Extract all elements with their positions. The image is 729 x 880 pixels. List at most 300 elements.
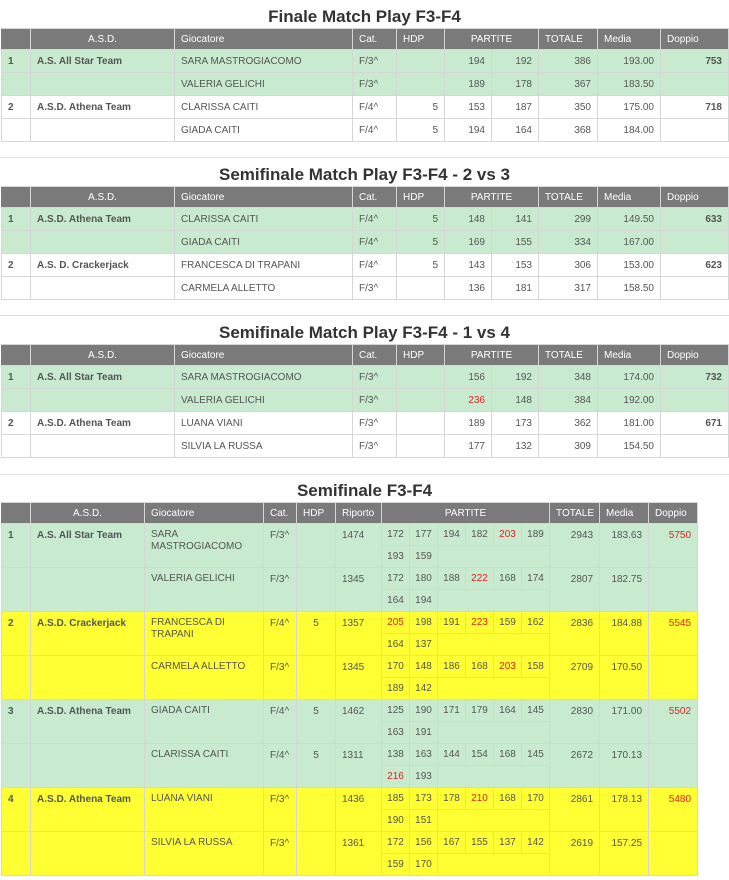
hdp: [297, 656, 336, 700]
double-total: [649, 656, 698, 700]
table-row: [2, 73, 729, 96]
empty-cell: [438, 722, 550, 744]
col-media: Media: [598, 187, 661, 208]
table-row: [2, 568, 729, 590]
game-score: 168: [494, 788, 522, 810]
player-name: SILVIA LA RUSSA: [145, 832, 264, 876]
average: 184.88: [600, 612, 649, 656]
hdp: [297, 832, 336, 876]
category: F/3^: [353, 73, 397, 96]
game-score: 125: [382, 700, 410, 722]
double-total: [649, 832, 698, 876]
game-score: 155: [492, 231, 539, 254]
average: 183.63: [600, 524, 649, 568]
player-name: CLARISSA CAITI: [145, 744, 264, 788]
col-doppio: Doppio: [661, 29, 729, 50]
player-name: SARA MASTROGIACOMO: [175, 50, 353, 73]
player-name: GIADA CAITI: [175, 231, 353, 254]
category: F/4^: [264, 744, 297, 788]
table-row: [2, 254, 729, 277]
game-score: 164: [494, 700, 522, 722]
table-row: [2, 612, 729, 634]
carry-over: 1436: [336, 788, 382, 832]
game-score-highlight: 222: [466, 568, 494, 590]
col-doppio: Doppio: [649, 503, 698, 524]
hdp: 5: [397, 254, 445, 277]
game-score: 189: [522, 524, 550, 546]
table-finale: [1, 28, 729, 142]
game-score: 168: [466, 656, 494, 678]
team-name: A.S. D. Crackerjack: [31, 254, 175, 277]
total: 2836: [550, 612, 600, 656]
col-media: Media: [598, 345, 661, 366]
game-score: 178: [438, 788, 466, 810]
average: 193.00: [598, 50, 661, 73]
double-total: [661, 389, 729, 412]
total: 2943: [550, 524, 600, 568]
game-score: 156: [445, 366, 492, 389]
category: F/3^: [353, 389, 397, 412]
game-score: 189: [445, 412, 492, 435]
game-score: 148: [492, 389, 539, 412]
game-score: 141: [492, 208, 539, 231]
hdp: [297, 524, 336, 568]
game-score: 186: [438, 656, 466, 678]
double-total: 718: [661, 96, 729, 119]
col-riporto: Riporto: [336, 503, 382, 524]
divider: [0, 474, 729, 475]
position: 1: [2, 50, 31, 73]
table-row: [2, 119, 729, 142]
game-score: 153: [492, 254, 539, 277]
col-asd: A.S.D.: [31, 503, 145, 524]
player-name: FRANCESCA DI TRAPANI: [175, 254, 353, 277]
average: 178.13: [600, 788, 649, 832]
average: 171.00: [600, 700, 649, 744]
position: 2: [2, 254, 31, 277]
double-total: [661, 119, 729, 142]
position: 2: [2, 412, 31, 435]
col-asd: A.S.D.: [31, 29, 175, 50]
table-row: [2, 231, 729, 254]
game-score: 145: [522, 700, 550, 722]
position: 2: [2, 96, 31, 119]
hdp: [397, 389, 445, 412]
total: 317: [539, 277, 598, 300]
game-score: 170: [410, 854, 438, 876]
table-row: [2, 366, 729, 389]
game-score: 190: [382, 810, 410, 832]
table-row: [2, 744, 729, 766]
total: 386: [539, 50, 598, 73]
col-totale: TOTALE: [539, 29, 598, 50]
average: 174.00: [598, 366, 661, 389]
total: 2807: [550, 568, 600, 612]
game-score: 163: [410, 744, 438, 766]
team-name: A.S.D. Athena Team: [31, 788, 145, 832]
average: 184.00: [598, 119, 661, 142]
position: [2, 832, 31, 876]
game-score: 188: [438, 568, 466, 590]
table-row: [2, 788, 729, 810]
hdp: [397, 277, 445, 300]
game-score: 187: [492, 96, 539, 119]
hdp: [397, 412, 445, 435]
game-score: 174: [522, 568, 550, 590]
total: 334: [539, 231, 598, 254]
table-row: [2, 435, 729, 458]
game-score: 179: [466, 700, 494, 722]
game-score: 192: [492, 50, 539, 73]
position: 1: [2, 208, 31, 231]
game-score: 185: [382, 788, 410, 810]
game-score: 144: [438, 744, 466, 766]
team-name: A.S.D. Athena Team: [31, 208, 175, 231]
team-name: A.S. All Star Team: [31, 50, 175, 73]
game-score: 156: [410, 832, 438, 854]
category: F/4^: [353, 96, 397, 119]
double-total: [649, 744, 698, 788]
game-score: 180: [410, 568, 438, 590]
carry-over: 1357: [336, 612, 382, 656]
position: 3: [2, 700, 31, 744]
hdp: 5: [297, 744, 336, 788]
col-hdp: HDP: [397, 345, 445, 366]
game-score: 155: [466, 832, 494, 854]
col-giocatore: Giocatore: [175, 29, 353, 50]
position: [2, 656, 31, 700]
table-row: [2, 700, 729, 722]
game-score: 182: [466, 524, 494, 546]
game-score: 171: [438, 700, 466, 722]
hdp: [297, 788, 336, 832]
game-score: 172: [382, 832, 410, 854]
col-partite: PARTITE: [445, 187, 539, 208]
total: 2619: [550, 832, 600, 876]
total: 367: [539, 73, 598, 96]
game-score-highlight: 203: [494, 524, 522, 546]
category: F/4^: [264, 700, 297, 744]
hdp: 5: [397, 96, 445, 119]
game-score: 168: [494, 568, 522, 590]
game-score: 168: [494, 744, 522, 766]
carry-over: 1345: [336, 568, 382, 612]
average: 170.50: [600, 656, 649, 700]
carry-over: 1462: [336, 700, 382, 744]
category: F/3^: [353, 366, 397, 389]
game-score-highlight: 236: [445, 389, 492, 412]
game-score: 178: [492, 73, 539, 96]
table-semifinale-2vs3: [1, 186, 729, 300]
team-name: [31, 656, 145, 700]
col-hdp: HDP: [397, 29, 445, 50]
total: 2861: [550, 788, 600, 832]
player-name: VALERIA GELICHI: [145, 568, 264, 612]
game-score: 167: [438, 832, 466, 854]
col-cat: Cat.: [353, 345, 397, 366]
col-doppio: Doppio: [661, 187, 729, 208]
game-score: 173: [410, 788, 438, 810]
player-name: VALERIA GELICHI: [175, 389, 353, 412]
carry-over: 1474: [336, 524, 382, 568]
empty-cell: [438, 634, 550, 656]
total: 2672: [550, 744, 600, 788]
team-name: A.S.D. Athena Team: [31, 700, 145, 744]
average: 175.00: [598, 96, 661, 119]
table-row: [2, 277, 729, 300]
game-score: 132: [492, 435, 539, 458]
game-score: 159: [410, 546, 438, 568]
game-score: 191: [410, 722, 438, 744]
category: F/3^: [264, 524, 297, 568]
game-score: 163: [382, 722, 410, 744]
carry-over: 1311: [336, 744, 382, 788]
game-score: 181: [492, 277, 539, 300]
game-score: 189: [445, 73, 492, 96]
col-partite: PARTITE: [445, 345, 539, 366]
empty-cell: [438, 766, 550, 788]
team-name: A.S. All Star Team: [31, 524, 145, 568]
player-name: SILVIA LA RUSSA: [175, 435, 353, 458]
double-total: 671: [661, 412, 729, 435]
category: F/4^: [353, 254, 397, 277]
game-score: 170: [382, 656, 410, 678]
game-score: 148: [410, 656, 438, 678]
game-score: 164: [492, 119, 539, 142]
player-name: CARMELA ALLETTO: [145, 656, 264, 700]
hdp: [397, 50, 445, 73]
team-name: A.S.D. Athena Team: [31, 412, 175, 435]
double-total: 5545: [649, 612, 698, 656]
double-total: [661, 277, 729, 300]
game-score: 145: [522, 744, 550, 766]
divider: [0, 157, 729, 158]
team-name: A.S.D. Athena Team: [31, 96, 175, 119]
average: 149.50: [598, 208, 661, 231]
game-score: 159: [494, 612, 522, 634]
col-media: Media: [600, 503, 649, 524]
game-score: 170: [522, 788, 550, 810]
category: F/3^: [353, 50, 397, 73]
empty-cell: [438, 678, 550, 700]
header-row: [2, 345, 729, 366]
position: [2, 744, 31, 788]
section-title-semifinale: Semifinale F3-F4: [296, 481, 433, 500]
double-total: [649, 568, 698, 612]
position: 1: [2, 524, 31, 568]
player-name: CARMELA ALLETTO: [175, 277, 353, 300]
game-score: 173: [492, 412, 539, 435]
total: 2709: [550, 656, 600, 700]
game-score: 198: [410, 612, 438, 634]
total: 348: [539, 366, 598, 389]
category: F/4^: [353, 231, 397, 254]
col-hdp: HDP: [297, 503, 336, 524]
section-title-finale: Finale Match Play F3-F4: [268, 7, 461, 26]
game-score: 143: [445, 254, 492, 277]
game-score: 164: [382, 634, 410, 656]
game-score: 189: [382, 678, 410, 700]
game-score: 177: [445, 435, 492, 458]
hdp: 5: [397, 231, 445, 254]
total: 309: [539, 435, 598, 458]
table-row: [2, 656, 729, 678]
game-score: 151: [410, 810, 438, 832]
game-score: 194: [445, 119, 492, 142]
total: 368: [539, 119, 598, 142]
category: F/3^: [264, 788, 297, 832]
double-total: 633: [661, 208, 729, 231]
col-cat: Cat.: [264, 503, 297, 524]
player-name: SARA MASTROGIACOMO: [145, 524, 264, 568]
player-name: VALERIA GELICHI: [175, 73, 353, 96]
team-name: A.S.D. Crackerjack: [31, 612, 145, 656]
game-score-highlight: 203: [494, 656, 522, 678]
total: 299: [539, 208, 598, 231]
double-total: 5502: [649, 700, 698, 744]
col-totale: TOTALE: [539, 187, 598, 208]
col-hdp: HDP: [397, 187, 445, 208]
table-row: [2, 96, 729, 119]
game-score: 193: [382, 546, 410, 568]
game-score: 142: [410, 678, 438, 700]
hdp: [397, 73, 445, 96]
double-total: [661, 231, 729, 254]
game-score: 164: [382, 590, 410, 612]
col-media: Media: [598, 29, 661, 50]
total: 306: [539, 254, 598, 277]
col-giocatore: Giocatore: [145, 503, 264, 524]
divider: [0, 315, 729, 316]
table-row: [2, 832, 729, 854]
average: 183.50: [598, 73, 661, 96]
double-total: 5480: [649, 788, 698, 832]
game-score: 136: [445, 277, 492, 300]
col-partite: PARTITE: [445, 29, 539, 50]
table-row: [2, 412, 729, 435]
table-row: [2, 389, 729, 412]
section-title-semifinale-2vs3: Semifinale Match Play F3-F4 - 2 vs 3: [218, 165, 510, 184]
team-name: [31, 744, 145, 788]
col-doppio: Doppio: [661, 345, 729, 366]
average: 192.00: [598, 389, 661, 412]
double-total: [661, 73, 729, 96]
col-giocatore: Giocatore: [175, 345, 353, 366]
col-asd: A.S.D.: [31, 345, 175, 366]
player-name: CLARISSA CAITI: [175, 208, 353, 231]
game-score: 154: [466, 744, 494, 766]
empty-cell: [438, 546, 550, 568]
category: F/3^: [353, 412, 397, 435]
table-row: [2, 524, 729, 546]
game-score: 172: [382, 524, 410, 546]
game-score-highlight: 223: [466, 612, 494, 634]
average: 170.13: [600, 744, 649, 788]
empty-cell: [438, 810, 550, 832]
col-totale: TOTALE: [539, 345, 598, 366]
hdp: 5: [297, 612, 336, 656]
average: 157.25: [600, 832, 649, 876]
game-score: 137: [410, 634, 438, 656]
game-score: 194: [410, 590, 438, 612]
position: 4: [2, 788, 31, 832]
game-score: 142: [522, 832, 550, 854]
table-row: [2, 50, 729, 73]
col-cat: Cat.: [353, 187, 397, 208]
game-score: 153: [445, 96, 492, 119]
game-score: 159: [382, 854, 410, 876]
game-score: 193: [410, 766, 438, 788]
total: 350: [539, 96, 598, 119]
hdp: [397, 435, 445, 458]
table-row: [2, 208, 729, 231]
empty-cell: [438, 590, 550, 612]
game-score: 192: [492, 366, 539, 389]
category: F/3^: [264, 656, 297, 700]
average: 154.50: [598, 435, 661, 458]
hdp: [397, 366, 445, 389]
category: F/3^: [353, 435, 397, 458]
category: F/3^: [264, 832, 297, 876]
col-partite: PARTITE: [382, 503, 550, 524]
double-total: 732: [661, 366, 729, 389]
game-score: 137: [494, 832, 522, 854]
team-name: A.S. All Star Team: [31, 366, 175, 389]
total: 362: [539, 412, 598, 435]
empty-cell: [438, 854, 550, 876]
hdp: [297, 568, 336, 612]
category: F/4^: [264, 612, 297, 656]
game-score-highlight: 205: [382, 612, 410, 634]
position: [2, 568, 31, 612]
position: 2: [2, 612, 31, 656]
position: 1: [2, 366, 31, 389]
game-score: 172: [382, 568, 410, 590]
game-score: 162: [522, 612, 550, 634]
game-score: 148: [445, 208, 492, 231]
game-score: 194: [445, 50, 492, 73]
category: F/4^: [353, 208, 397, 231]
game-score: 138: [382, 744, 410, 766]
game-score: 194: [438, 524, 466, 546]
game-score-highlight: 210: [466, 788, 494, 810]
average: 158.50: [598, 277, 661, 300]
category: F/3^: [264, 568, 297, 612]
game-score: 191: [438, 612, 466, 634]
game-score-highlight: 216: [382, 766, 410, 788]
category: F/3^: [353, 277, 397, 300]
player-name: FRANCESCA DI TRAPANI: [145, 612, 264, 656]
average: 167.00: [598, 231, 661, 254]
header-row: [2, 187, 729, 208]
section-title-semifinale-1vs4: Semifinale Match Play F3-F4 - 1 vs 4: [218, 323, 510, 342]
average: 153.00: [598, 254, 661, 277]
total: 384: [539, 389, 598, 412]
category: F/4^: [353, 119, 397, 142]
game-score: 169: [445, 231, 492, 254]
average: 182.75: [600, 568, 649, 612]
header-row: [2, 29, 729, 50]
double-total: [661, 435, 729, 458]
col-asd: A.S.D.: [31, 187, 175, 208]
table-semifinale-1vs4: [1, 344, 729, 458]
double-total: 753: [661, 50, 729, 73]
hdp: 5: [397, 208, 445, 231]
game-score: 190: [410, 700, 438, 722]
player-name: CLARISSA CAITI: [175, 96, 353, 119]
game-score: 177: [410, 524, 438, 546]
hdp: 5: [397, 119, 445, 142]
